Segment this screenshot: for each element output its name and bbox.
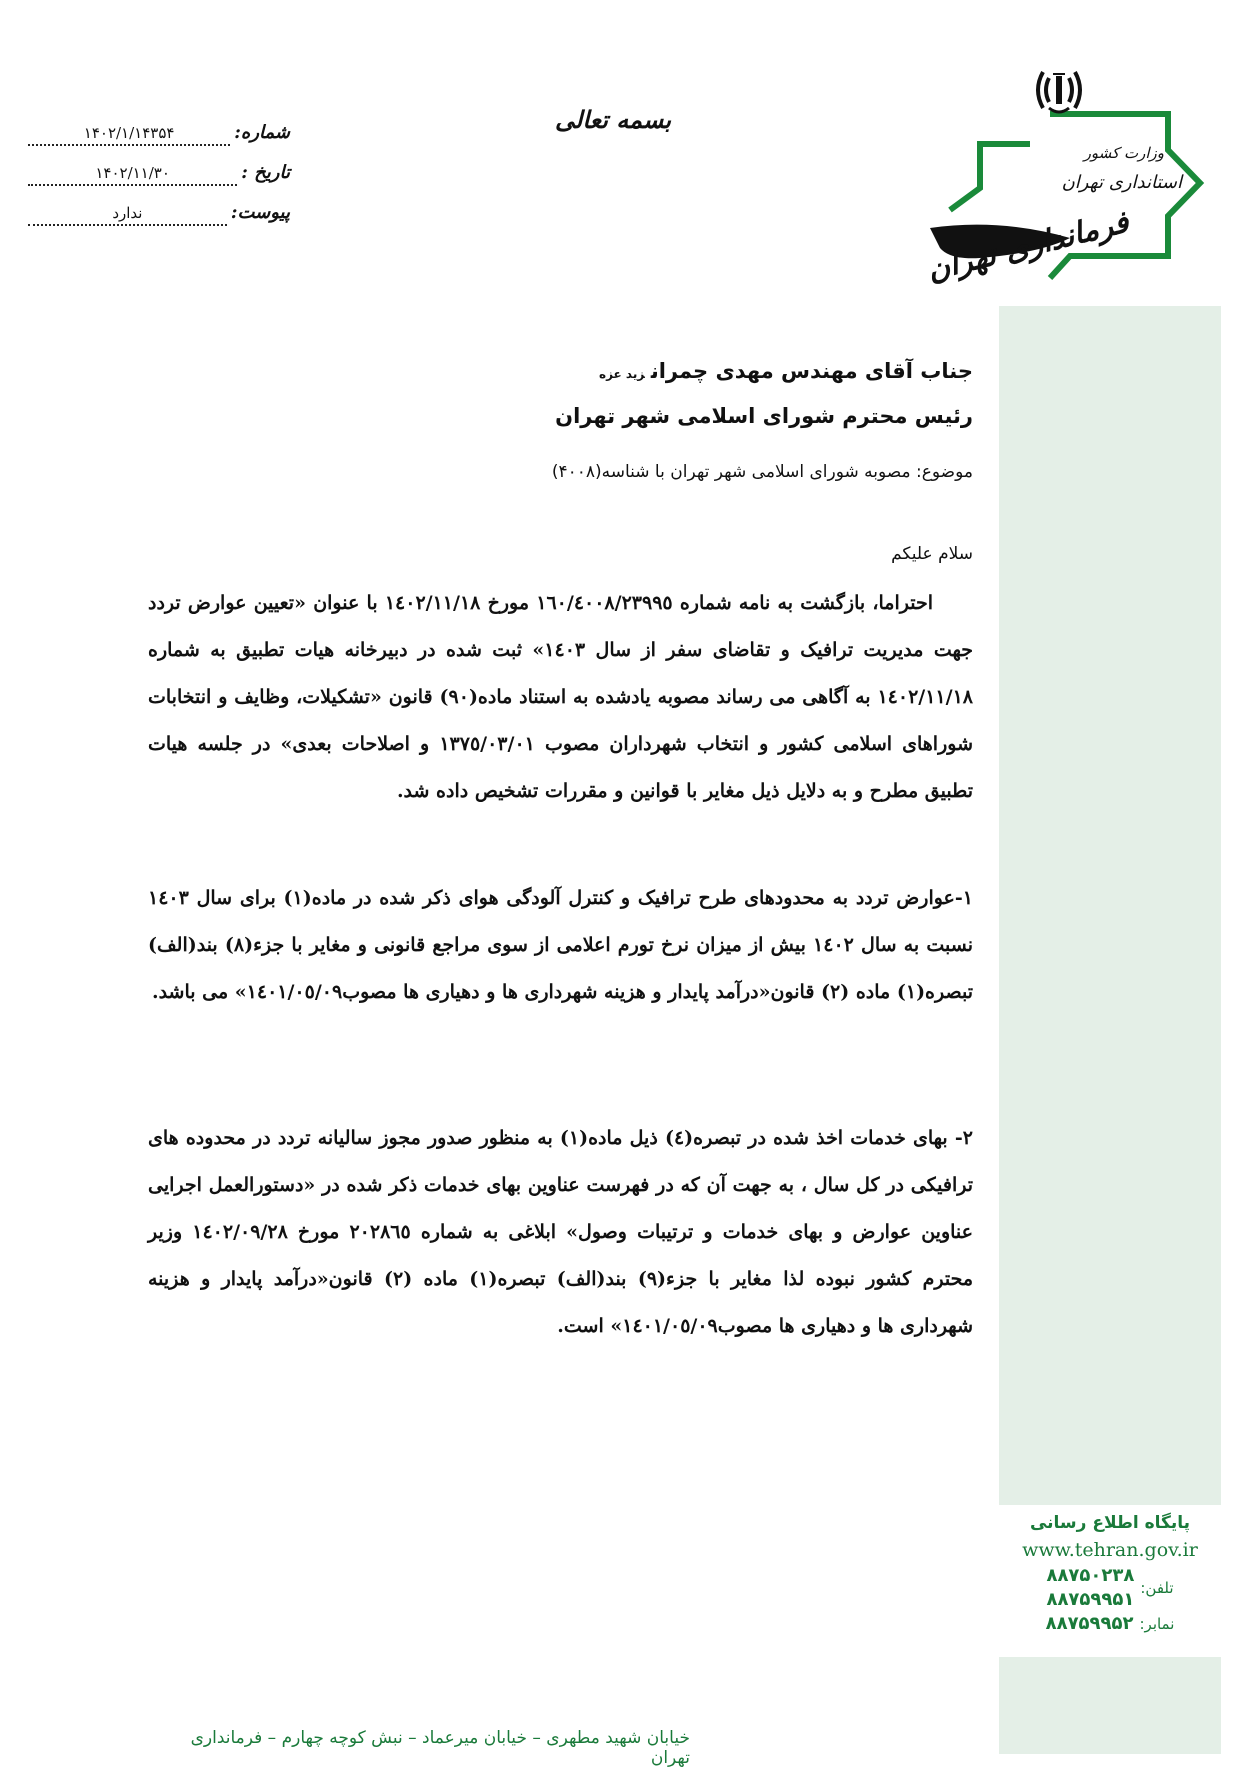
recipient-block: [555, 350, 973, 437]
contact-block: [999, 1510, 1221, 1636]
phone-number: ۸۸۷۵۹۹۵۱: [1046, 1589, 1135, 1610]
bismillah-heading: بسمه تعالی: [555, 105, 672, 134]
letter-greeting: سلام علیکم: [891, 544, 973, 564]
recipient-title: رئیس محترم شورای اسلامی شهر تهران: [555, 404, 973, 428]
logo-province-text: استانداری تهران: [1061, 172, 1182, 193]
letter-date-label: تاریخ :: [241, 162, 290, 183]
letter-number-label: شماره:: [234, 122, 290, 143]
recipient-honorific: زید عزه: [599, 367, 645, 381]
footer-address: خیابان شهید مطهری – خیابان میرعماد – نبش کوچه چهارم – فرمانداری تهران: [190, 1728, 690, 1768]
fax-row: [999, 1612, 1221, 1636]
letter-attachment-value: ندارد: [28, 204, 227, 226]
emblem-icon: [1038, 72, 1080, 112]
body-paragraph: ١-عوارض تردد به محدودهای طرح ترافیک و کنترل آلودگی هوای ذکر شده در ماده(١) برای سال ١٤٠٣ نسبت به سال ١٤٠٢ بیش از میزان نرخ تورم اعلامی از سوی مراجع قانونی و مغایر با جزء(٨) بند(الف) تبصره(١) ماده (٢) قانون«درآمد پایدار و هزینه شهرداری ها و دهیاری ها مصوب١٤٠١/٠٥/٠٩» می باشد.: [148, 887, 973, 1003]
sidebar-panel-bottom: [999, 1657, 1221, 1754]
governorate-logo: [920, 68, 1220, 308]
letter-date-value: ۱۴۰۲/۱۱/۳۰: [28, 164, 237, 186]
recipient-line-1: [555, 350, 973, 395]
letter-subject: موضوع: مصوبه شورای اسلامی شهر تهران با شناسه(۴۰۰۸): [551, 462, 973, 482]
letter-meta: [28, 122, 290, 242]
phone-label: تلفن:: [1140, 1579, 1174, 1597]
letter-number-value: ۱۴۰۲/۱/۱۴۳۵۴: [28, 124, 230, 146]
phone-number: ۸۸۷۵۰۲۳۸: [1046, 1565, 1135, 1586]
fax-label: نمابر:: [1139, 1615, 1175, 1633]
phone-row: [999, 1564, 1221, 1612]
recipient-name: جناب آقای مهندس مهدی چمران: [650, 359, 973, 383]
fax-number: ۸۸۷۵۹۹۵۲: [1045, 1613, 1134, 1634]
letter-attachment-label: پیوست:: [230, 202, 290, 223]
sidebar-panel-top: [999, 306, 1221, 1505]
letter-attachment-row: [28, 202, 290, 242]
logo-governorate-text: فرمانداری تهران: [923, 204, 1133, 289]
logo-ministry-text: وزارت کشور: [1083, 144, 1164, 162]
phone-numbers: [1046, 1564, 1134, 1612]
body-paragraph: ٢- بهای خدمات اخذ شده در تبصره(٤) ذیل ماده(١) به منظور صدور مجوز سالیانه تردد در محدوده های ترافیکی در کل سال ، به جهت آن که در فهرست عناوین بهای خدمات ذکر شده در «دستورالعمل اجرایی عناوین عوارض و بهای خدمات و ترتیبات وصول» ابلاغی به شماره ٢٠٢٨٦٥ مورخ ١٤٠٢/٠٩/٢٨ وزیر محترم کشور نبوده لذا مغایر با جزء(٩) بند(الف) تبصره(١) ماده (٢) قانون«درآمد پایدار و هزینه شهرداری ها و دهیاری ها مصوب١٤٠١/٠٥/٠٩» است.: [148, 1127, 974, 1337]
website-link[interactable]: www.tehran.gov.ir: [1022, 1539, 1198, 1561]
portal-label: پایگاه اطلاع رسانی: [1029, 1513, 1191, 1533]
letter-date-row: [28, 162, 290, 202]
body-paragraph: احتراما، بازگشت به نامه شماره ١٦٠/٤٠٠٨/٢٣٩٩٥ مورخ ١٤٠٢/١١/١٨ با عنوان «تعیین عوارض تردد جهت مدیریت ترافیک و تقاضای سفر از سال ١٤٠٣» ثبت شده در دبیرخانه هیات تطبیق به شماره ١٤٠٢/١١/١٨ به آگاهی می رساند مصوبه یادشده به استناد ماده(٩٠) قانون «تشکیلات، وظایف و انتخابات شوراهای اسلامی کشور و انتخاب شهرداران مصوب ١٣٧٥/٠٣/٠١ و اصلاحات بعدی» در جلسه هیات تطبیق مطرح و به دلایل ذیل مغایر با قوانین و مقررات تشخیص داده شد.: [148, 592, 973, 802]
letter-number-row: [28, 122, 290, 162]
